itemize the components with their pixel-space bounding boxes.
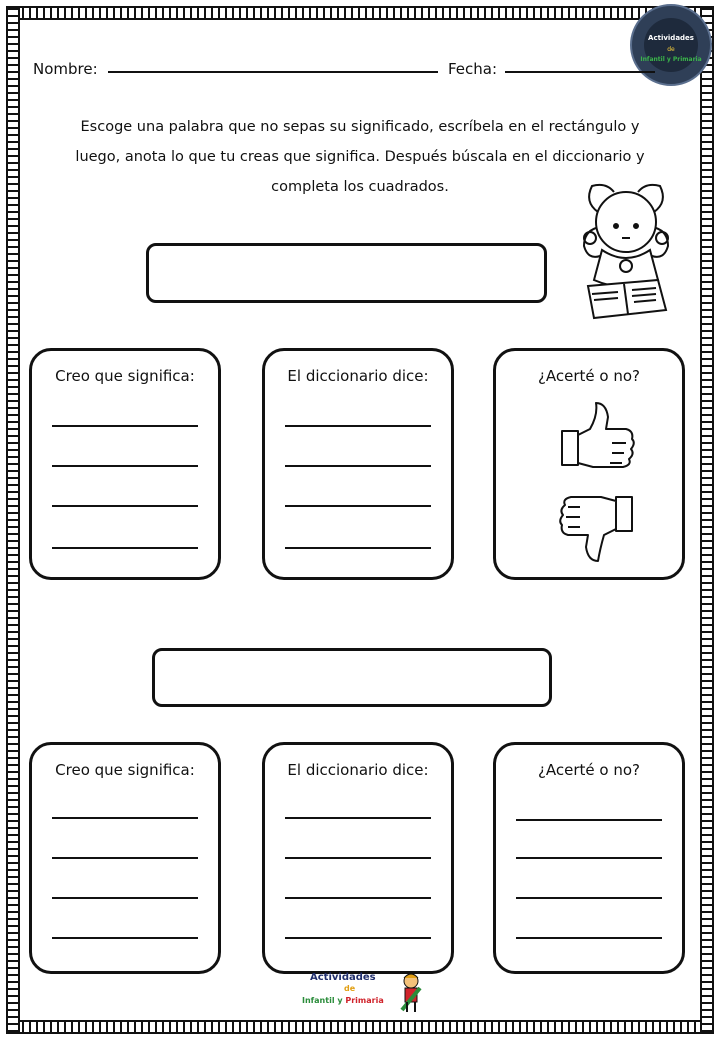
writing-line[interactable] <box>285 465 431 467</box>
writing-line[interactable] <box>285 425 431 427</box>
writing-line[interactable] <box>285 897 431 899</box>
card-result-1 <box>493 348 685 580</box>
logo-badge <box>630 4 712 86</box>
footer-logo-sub: Infantil y Primaria <box>302 996 384 1005</box>
instructions-line: completa los cuadrados. <box>271 179 449 195</box>
writing-line[interactable] <box>52 425 198 427</box>
writing-line[interactable] <box>285 505 431 507</box>
writing-line[interactable] <box>516 819 662 821</box>
instructions-line: Escoge una palabra que no sepas su significado, escríbela en el rectángulo y <box>80 119 640 135</box>
footer-logo <box>300 970 430 1018</box>
word-box-1[interactable] <box>146 243 547 303</box>
name-field[interactable] <box>108 71 438 73</box>
card-dictionary-1 <box>262 348 454 580</box>
footer-logo-title: Actividades <box>310 972 376 983</box>
card-guess-2 <box>29 742 221 974</box>
name-label: Nombre: <box>33 60 98 78</box>
card-result-2 <box>493 742 685 974</box>
card-title: Creo que significa: <box>55 367 195 385</box>
writing-line[interactable] <box>516 897 662 899</box>
writing-line[interactable] <box>285 817 431 819</box>
border-bottom <box>6 1020 714 1034</box>
writing-line[interactable] <box>516 857 662 859</box>
writing-line[interactable] <box>52 897 198 899</box>
writing-line[interactable] <box>516 937 662 939</box>
writing-line[interactable] <box>52 937 198 939</box>
logo-badge-title: Actividades <box>648 34 694 42</box>
logo-badge-sub: Infantil y Primaria <box>640 56 702 63</box>
date-label: Fecha: <box>448 60 498 78</box>
date-field[interactable] <box>505 71 655 73</box>
writing-line[interactable] <box>52 505 198 507</box>
writing-line[interactable] <box>285 547 431 549</box>
writing-line[interactable] <box>52 817 198 819</box>
card-dictionary-2 <box>262 742 454 974</box>
card-title: El diccionario dice: <box>287 761 429 779</box>
writing-line[interactable] <box>285 937 431 939</box>
instructions-line: luego, anota lo que tu creas que significa. Después búscala en el diccionario y <box>75 149 645 165</box>
border-right <box>700 6 714 1034</box>
border-left <box>6 6 20 1034</box>
card-title: ¿Acerté o no? <box>537 367 641 385</box>
footer-logo-de: de <box>344 984 356 993</box>
card-title: El diccionario dice: <box>287 367 429 385</box>
pencil-kid-icon <box>398 972 424 1014</box>
writing-line[interactable] <box>52 465 198 467</box>
girl-reading-icon <box>568 178 680 326</box>
logo-badge-de: de <box>667 46 675 53</box>
word-box-2[interactable] <box>152 648 552 707</box>
thumbs-down-icon[interactable] <box>556 491 636 563</box>
card-title: ¿Acerté o no? <box>537 761 641 779</box>
writing-line[interactable] <box>285 857 431 859</box>
card-title: Creo que significa: <box>55 761 195 779</box>
card-guess-1 <box>29 348 221 580</box>
writing-line[interactable] <box>52 857 198 859</box>
thumbs-up-icon[interactable] <box>556 401 636 471</box>
border-top <box>6 6 714 20</box>
writing-line[interactable] <box>52 547 198 549</box>
